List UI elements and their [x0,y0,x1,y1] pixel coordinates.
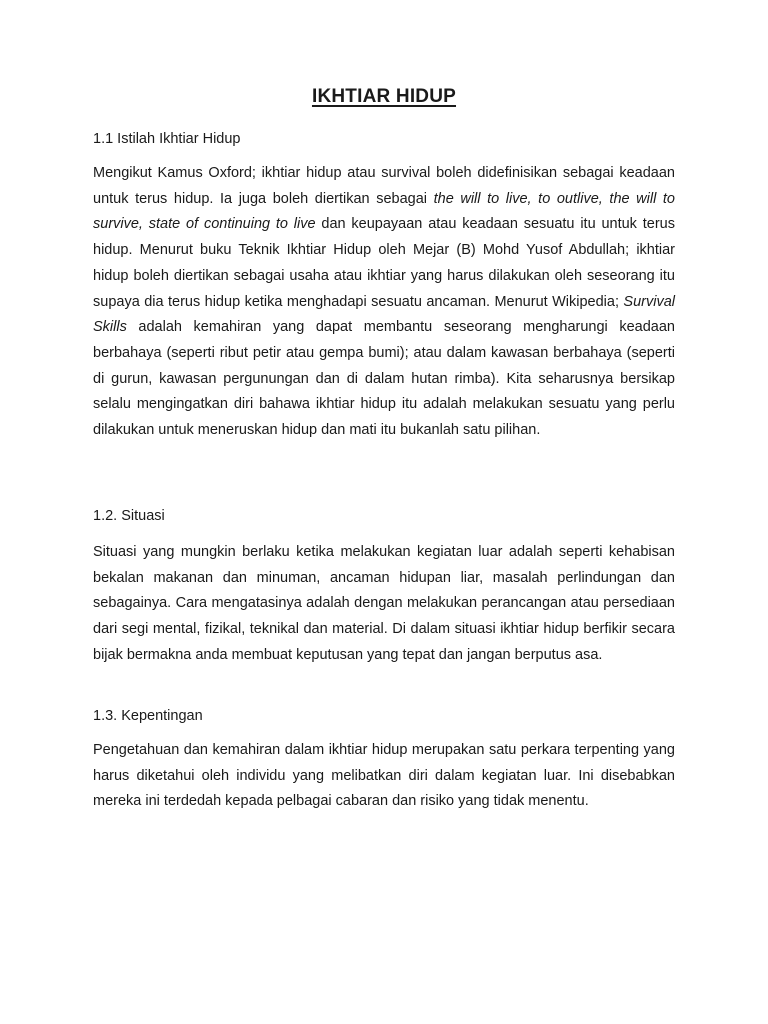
document-title-text: IKHTIAR HIDUP [311,86,457,107]
paragraph-italic-text: the will to live, to outlive, the will to survive, state of continuing to live [93,190,676,233]
section-heading-kepentingan: 1.3. Kepentingan [93,708,203,724]
paragraph-italic-text: Survival Skills [93,293,675,336]
paragraph-text: adalah kemahiran yang dapat membantu seseorang mengharungi keadaan berbahaya (seperti ribut petir atau gempa bumi); atau dalam kawasan berbahaya (seperti di gurun, kawasan pergunungan dan di dalam hutan rimba). Kita seharusnya bersikap selalu mengingatkan diri bahawa ikhtiar hidup itu adalah melakukan sesuatu yang perlu dilakukan untuk meneruskan hidup dan mati itu bukanlah satu pilihan. [93,319,675,439]
paragraph-text: Mengikut Kamus Oxford; ikhtiar hidup atau survival boleh didefinisikan sebagai keadaan untuk terus hidup. Ia juga boleh diertikan sebagai [93,165,675,207]
section-paragraph-istilah [93,161,675,444]
section-heading-situasi: 1.2. Situasi [93,508,165,524]
paragraph-text: dan keupayaan atau keadaan sesuatu itu untuk terus hidup. Menurut buku Teknik Ikhtiar Hidup oleh Mejar (B) Mohd Yusof Abdullah; ikhtiar hidup boleh diertikan sebagai usaha atau ikhtiar yang harus dilakukan oleh seseorang itu supaya dia terus hidup ketika menghadapi sesuatu ancaman. Menurut Wikipedia; [93,216,675,310]
section-heading-istilah: 1.1 Istilah Ikhtiar Hidup [93,131,241,147]
section-paragraph-situasi: Situasi yang mungkin berlaku ketika melakukan kegiatan luar adalah seperti kehabisan bekalan makanan dan minuman, ancaman hidupan liar, masalah perlindungan dan sebagainya. Cara mengatasinya adalah dengan melakukan perancangan atau persediaan dari segi mental, fizikal, teknikal dan material. Di dalam situasi ikhtiar hidup berfikir secara bijak bermakna anda membuat keputusan yang tepat dan jangan berputus asa. [93,544,675,663]
section-paragraph-kepentingan: Pengetahuan dan kemahiran dalam ikhtiar hidup merupakan satu perkara terpenting yang harus diketahui oleh individu yang melibatkan diri dalam kegiatan luar. Ini disebabkan mereka ini terdedah kepada pelbagai cabaran dan risiko yang tidak menentu. [93,742,675,810]
document-title [0,86,768,108]
